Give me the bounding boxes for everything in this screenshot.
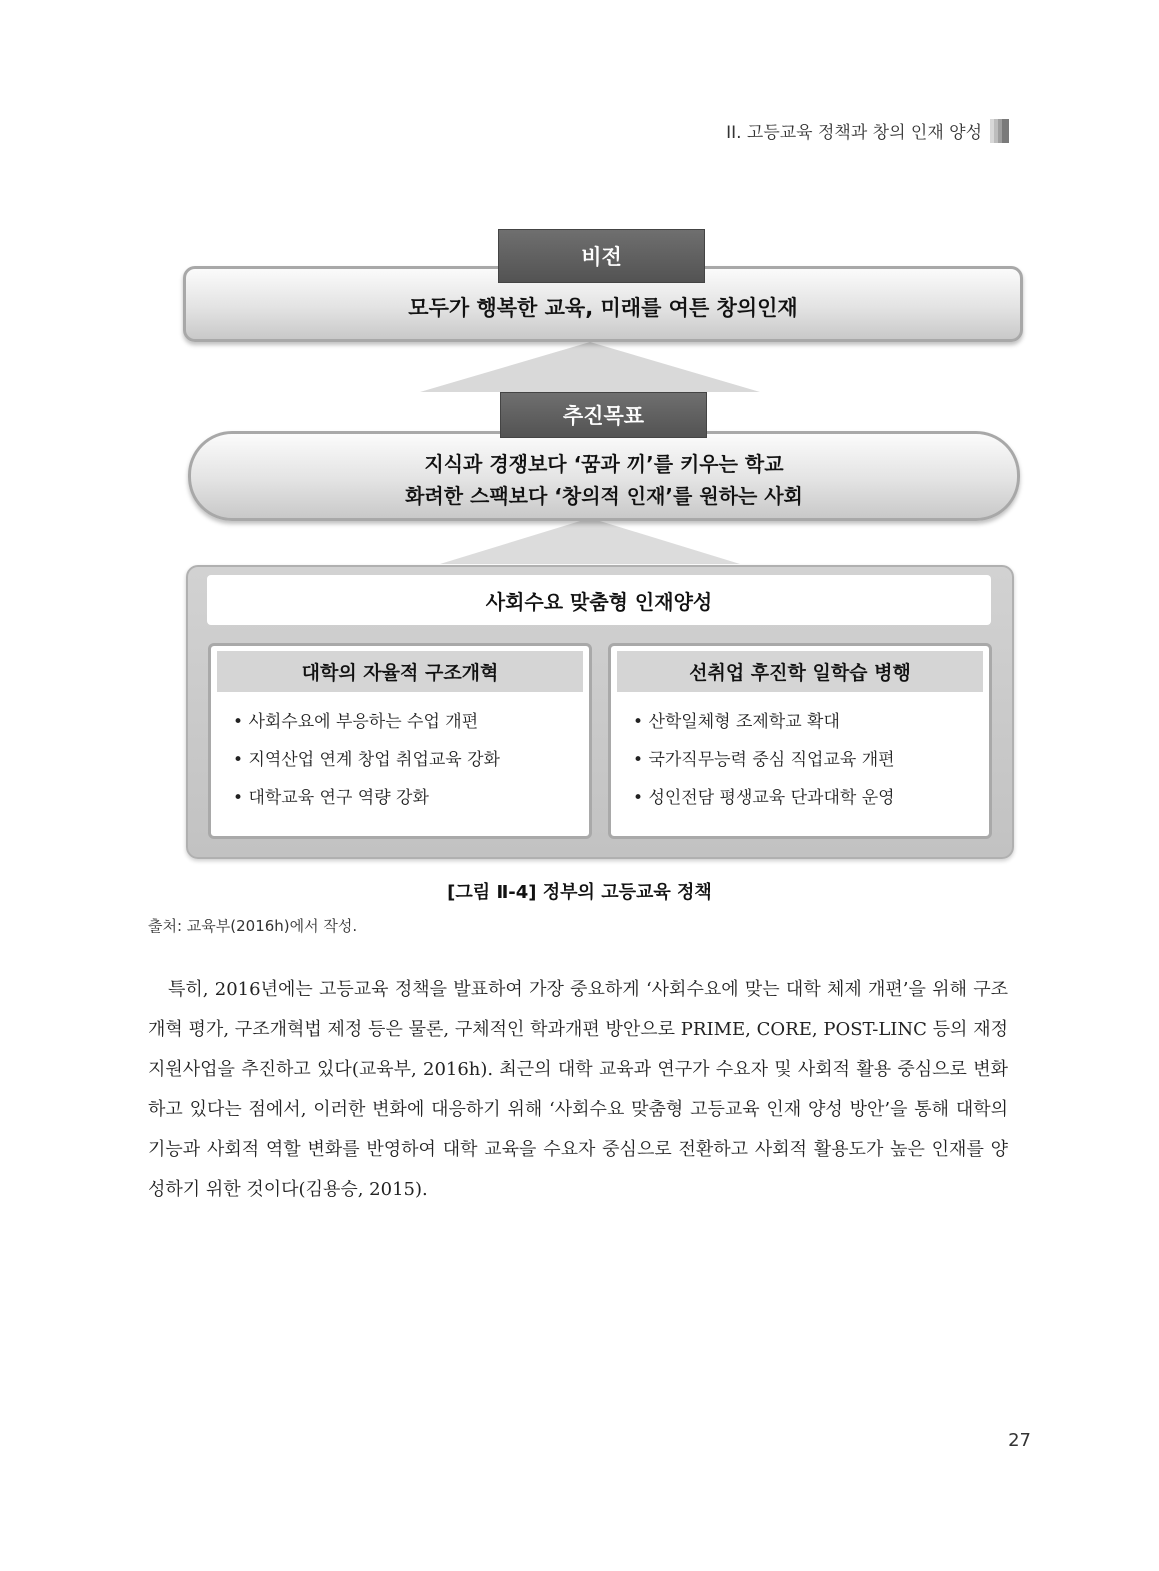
figure-caption: [그림 Ⅱ-4] 정부의 고등교육 정책 [447, 882, 712, 903]
figure-source: 출처: 교육부(2016h)에서 작성. [148, 917, 358, 935]
panel-list [211, 708, 589, 822]
arrow-up-icon [440, 518, 740, 564]
strategy-box [186, 565, 1014, 859]
panel-list [611, 708, 989, 822]
goals-tag: 추진목표 [500, 392, 707, 438]
list-item: • 사회수요에 부응하는 수업 개편 [233, 708, 589, 746]
list-item: • 국가직무능력 중심 직업교육 개편 [633, 746, 989, 784]
list-item: • 지역산업 연계 창업 취업교육 강화 [233, 746, 589, 784]
vision-tag: 비전 [498, 229, 705, 283]
running-title: II. 고등교육 정책과 창의 인재 양성 [726, 123, 982, 143]
body-paragraph: 특히, 2016년에는 고등교육 정책을 발표하여 가장 중요하게 ‘사회수요에 맞는 대학 체제 개편’을 위해 구조개혁 평가, 구조개혁법 제정 등은 물론, 구체적인 학과개편 방안으로 PRIME, CORE, POST-LINC 등의 재정지원사업을 추진하고 있다(교육부, 2016h). 최근의 대학 교육과 연구가 수요자 및 사회적 활용 중심으로 변화하고 있다는 점에서, 이러한 변화에 대응하기 위해 ‘사회수요 맞춤형 고등교육 인재 양성 방안’을 통해 대학의 기능과 사회적 역할 변화를 반영하여 대학 교육을 수요자 중심으로 전환하고 사회적 활용도가 높은 인재를 양성하기 위한 것이다(김용승, 2015). [148, 979, 1008, 1200]
panel-title: 선취업 후진학 일학습 병행 [617, 651, 983, 692]
vision-text: 모두가 행복한 교육, 미래를 여튼 창의인재 [408, 296, 798, 320]
strategy-panel-left [208, 643, 592, 839]
page-number: 27 [1008, 1430, 1031, 1451]
list-item: • 대학교육 연구 역량 강화 [233, 784, 589, 822]
list-item: • 산학일체형 조제학교 확대 [633, 708, 989, 746]
list-item: • 성인전담 평생교육 단과대학 운영 [633, 784, 989, 822]
goal-line: 화려한 스팩보다 ‘창의적 인재’를 원하는 사회 [405, 484, 803, 508]
panel-title: 대학의 자율적 구조개혁 [217, 651, 583, 692]
goals-box [188, 431, 1020, 521]
arrow-up-icon [420, 342, 760, 392]
goal-line: 지식과 경쟁보다 ‘꿈과 끼’를 키우는 학교 [424, 452, 784, 476]
strategy-title: 사회수요 맞춤형 인재양성 [207, 575, 991, 625]
strategy-panel-right [608, 643, 992, 839]
